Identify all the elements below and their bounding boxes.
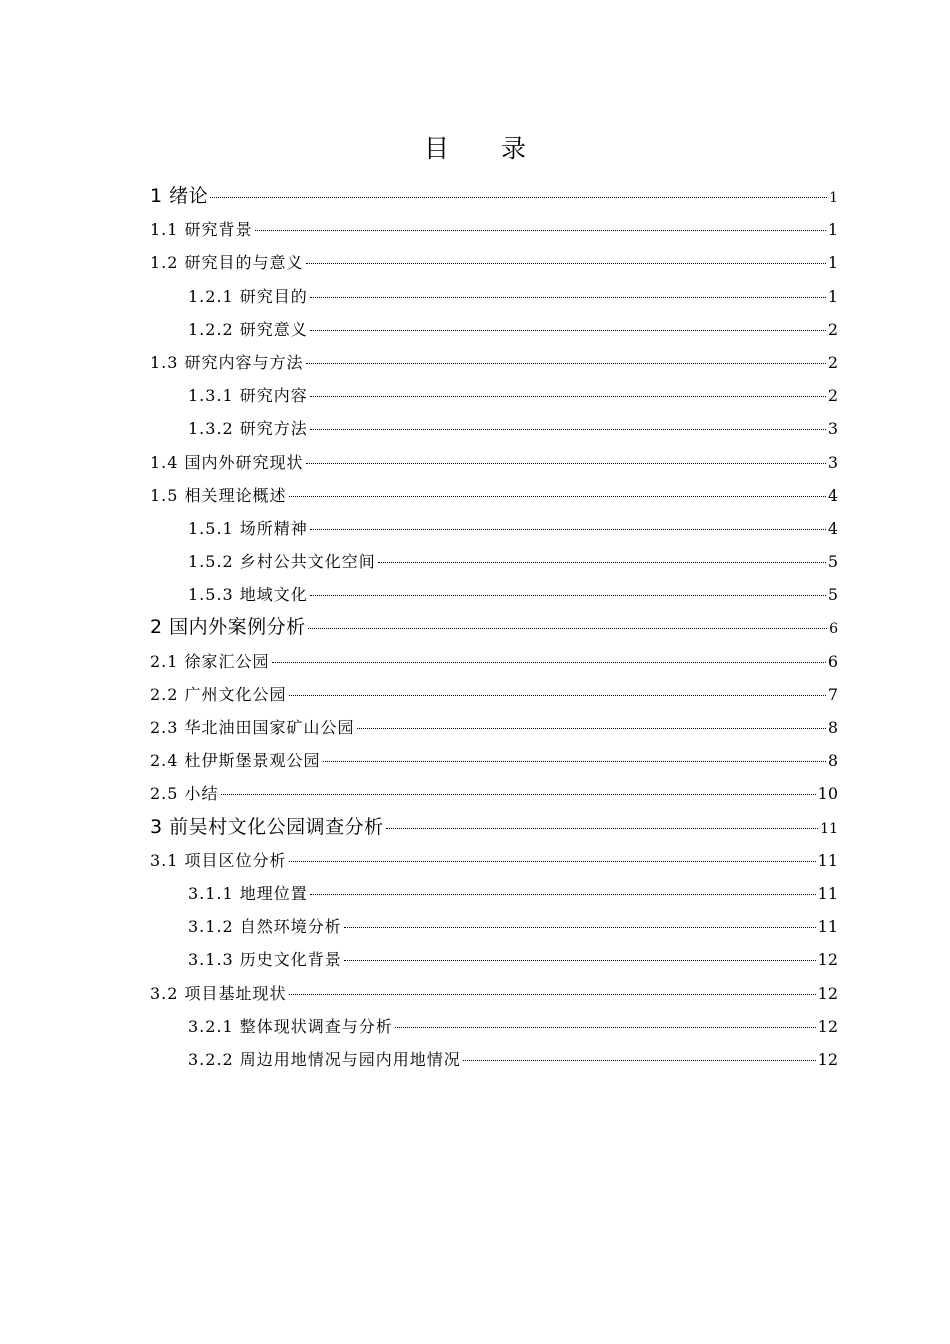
toc-entry-page-number: 6 <box>829 621 838 638</box>
toc-entry-label: 1.3.1 研究内容 <box>188 386 308 406</box>
toc-entry[interactable] <box>150 645 838 678</box>
toc-entry[interactable] <box>150 578 838 611</box>
toc-entry-label: 2.2 广州文化公园 <box>150 684 287 704</box>
toc-entry-label: 2.4 杜伊斯堡景观公园 <box>150 751 321 771</box>
toc-entry-label: 2 国内外案例分析 <box>150 616 306 639</box>
toc-entry-label: 3.1.2 自然环境分析 <box>188 917 342 937</box>
dot-leader <box>289 994 816 995</box>
toc-entry[interactable] <box>150 313 838 346</box>
dot-leader <box>289 861 816 862</box>
page-title: 目 录 <box>424 134 548 163</box>
toc-entry[interactable] <box>150 446 838 479</box>
dot-leader <box>344 927 816 928</box>
toc-entry[interactable] <box>150 943 838 976</box>
toc-entry[interactable] <box>150 777 838 810</box>
toc-entry[interactable] <box>150 844 838 877</box>
toc-entry[interactable] <box>150 545 838 578</box>
toc-entry-page-number: 12 <box>817 1016 838 1036</box>
toc-entry-page-number: 3 <box>827 452 838 472</box>
toc-entry-label: 1.2 研究目的与意义 <box>150 253 304 273</box>
toc-entry-label: 2.1 徐家汇公园 <box>150 651 270 671</box>
toc-entry[interactable] <box>150 280 838 313</box>
toc-entry-page-number: 8 <box>827 751 838 771</box>
toc-entry-page-number: 5 <box>827 585 838 605</box>
toc-entry-page-number: 12 <box>817 983 838 1003</box>
toc-entry-page-number: 1 <box>827 220 838 240</box>
toc-entry-label: 3.1 项目区位分析 <box>150 850 287 870</box>
toc-entry[interactable] <box>150 346 838 379</box>
toc-entry-label: 1.2.2 研究意义 <box>188 319 308 339</box>
toc-entry[interactable] <box>150 412 838 445</box>
toc-entry-page-number: 5 <box>827 552 838 572</box>
toc-entry-label: 1 绪论 <box>150 185 209 207</box>
dot-leader <box>255 230 826 231</box>
dot-leader <box>306 263 826 264</box>
toc-entry[interactable] <box>150 180 838 213</box>
dot-leader <box>210 197 827 198</box>
toc-entry-label: 1.1 研究背景 <box>150 220 253 240</box>
toc-entry[interactable] <box>150 877 838 910</box>
dot-leader <box>310 595 826 596</box>
toc-entry-page-number: 4 <box>827 485 838 505</box>
toc-entry-page-number: 11 <box>817 850 838 870</box>
toc-entry-page-number: 2 <box>827 319 838 339</box>
toc-entry-page-number: 7 <box>827 684 838 704</box>
dot-leader <box>357 728 826 729</box>
dot-leader <box>323 761 826 762</box>
toc-entry-page-number: 12 <box>817 1049 838 1069</box>
toc-entry-page-number: 4 <box>827 518 838 538</box>
toc-entry-label: 1.5 相关理论概述 <box>150 485 287 505</box>
toc-entry[interactable] <box>150 246 838 279</box>
toc-entry-page-number: 12 <box>817 950 838 970</box>
toc-entry[interactable] <box>150 711 838 744</box>
dot-leader <box>463 1060 816 1061</box>
toc-entry[interactable] <box>150 977 838 1010</box>
toc-entry-page-number: 3 <box>827 419 838 439</box>
dot-leader <box>310 529 826 530</box>
dot-leader <box>221 794 816 795</box>
dot-leader <box>310 429 826 430</box>
toc-entry-label: 3.2 项目基址现状 <box>150 983 287 1003</box>
dot-leader <box>289 695 826 696</box>
toc-entry-label: 1.5.3 地域文化 <box>188 585 308 605</box>
toc-entry-page-number: 2 <box>827 386 838 406</box>
toc-entry-label: 3.1.3 历史文化背景 <box>188 950 342 970</box>
toc-entry-page-number: 6 <box>827 651 838 671</box>
toc-entry-label: 1.5.2 乡村公共文化空间 <box>188 552 376 572</box>
toc-entry-label: 1.5.1 场所精神 <box>188 518 308 538</box>
toc-entry-label: 3 前吴村文化公园调查分析 <box>150 815 384 838</box>
dot-leader <box>310 330 826 331</box>
toc-entry[interactable] <box>150 479 838 512</box>
toc-entry-label: 3.2.1 整体现状调查与分析 <box>188 1016 393 1036</box>
toc-entry[interactable] <box>150 811 838 844</box>
toc-entry-label: 2.3 华北油田国家矿山公园 <box>150 718 355 737</box>
toc-entry-label: 1.3.2 研究方法 <box>188 419 308 439</box>
dot-leader <box>395 1027 816 1028</box>
toc-entry[interactable] <box>150 678 838 711</box>
dot-leader <box>310 396 826 397</box>
toc-entry-page-number: 1 <box>829 190 838 206</box>
toc-entry-page-number: 11 <box>820 820 838 837</box>
toc-entry-label: 1.2.1 研究目的 <box>188 286 308 306</box>
table-of-contents <box>150 180 838 1076</box>
toc-entry-label: 3.1.1 地理位置 <box>188 883 308 903</box>
toc-entry[interactable] <box>150 1010 838 1043</box>
toc-entry-page-number: 1 <box>827 253 838 273</box>
toc-entry[interactable] <box>150 213 838 246</box>
dot-leader <box>306 463 826 464</box>
toc-entry[interactable] <box>150 512 838 545</box>
dot-leader <box>308 628 827 629</box>
dot-leader <box>289 496 826 497</box>
dot-leader <box>272 662 826 663</box>
dot-leader <box>306 363 826 364</box>
toc-entry-page-number: 2 <box>827 352 838 372</box>
toc-entry-page-number: 10 <box>817 784 838 804</box>
toc-entry-page-number: 11 <box>817 883 838 903</box>
toc-entry[interactable] <box>150 1043 838 1076</box>
dot-leader <box>378 562 826 563</box>
toc-entry-page-number: 11 <box>817 917 838 937</box>
toc-entry-page-number: 1 <box>827 286 838 306</box>
dot-leader <box>344 960 816 961</box>
dot-leader <box>386 828 819 829</box>
toc-entry[interactable] <box>150 910 838 943</box>
toc-entry-page-number: 8 <box>827 718 838 737</box>
toc-entry-label: 1.3 研究内容与方法 <box>150 352 304 372</box>
toc-entry-label: 3.2.2 周边用地情况与园内用地情况 <box>188 1049 461 1069</box>
toc-entry[interactable] <box>150 611 838 644</box>
toc-entry-label: 2.5 小结 <box>150 784 219 804</box>
toc-entry[interactable] <box>150 744 838 777</box>
toc-entry-label: 1.4 国内外研究现状 <box>150 452 304 472</box>
toc-entry[interactable] <box>150 379 838 412</box>
dot-leader <box>310 297 826 298</box>
dot-leader <box>310 894 816 895</box>
